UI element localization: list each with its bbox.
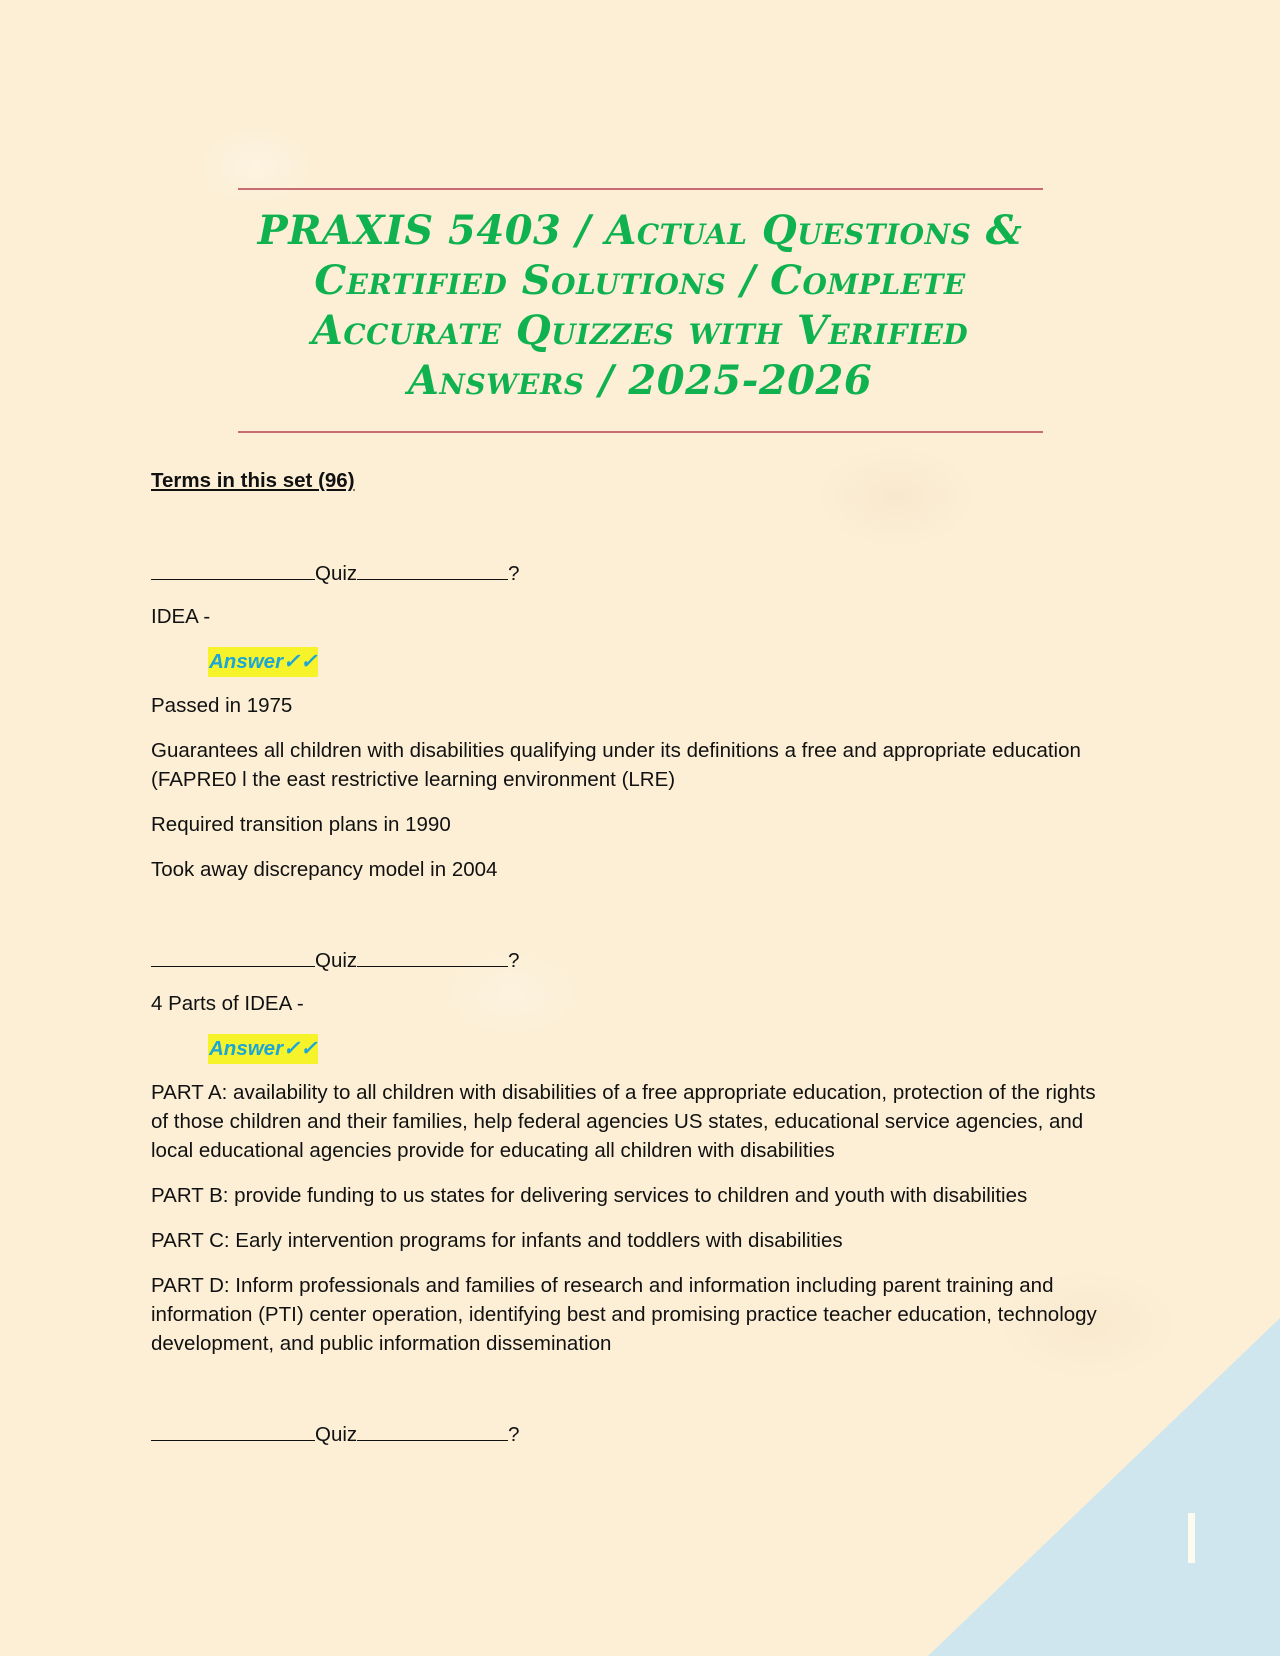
card-spacer [151,900,1111,944]
answer-label: Answer✓✓ [208,647,318,677]
answer-line: Took away discrepancy model in 2004 [151,858,498,881]
quiz-prompt-line [151,557,1111,588]
document-content [151,466,1111,1463]
answer-line: Passed in 1975 [151,694,293,717]
question-text: 4 Parts of IDEA - [151,992,304,1015]
answer-label: Answer✓✓ [208,1034,318,1064]
quiz-card [151,557,1111,884]
quiz-blank-left [151,1418,315,1441]
quiz-card [151,944,1111,1358]
answer-line: PART B: provide funding to us states for delivering services to children and youth with disabilities [151,1184,1028,1207]
answer-line: PART D: Inform professionals and families of research and information including parent training and information (PTI) center operation, identifying best and promising practice teacher education, technology development, and public information dissemination [151,1274,1097,1355]
answer-line: Guarantees all children with disabilities qualifying under its definitions a free and appropriate education (FAPRE0 l the east restrictive learning environment (LRE) [151,739,1081,791]
answer-label-row [208,647,1111,677]
quiz-label: Quiz [315,949,358,972]
quiz-suffix: ? [508,1423,520,1446]
quiz-prompt-line [151,944,1111,975]
quiz-suffix: ? [508,949,520,972]
answer-line: Required transition plans in 1990 [151,813,451,836]
document-title: PRAXIS 5403 / Actual Questions & Certified Solutions / Complete Accurate Quizzes with Verified Answers / 2025-2026 [257,207,1023,404]
title-top-rule [238,188,1043,190]
title-bottom-rule [238,431,1043,433]
decorative-corner-triangle [928,1318,1280,1656]
quiz-blank-right [357,944,508,967]
quiz-label: Quiz [315,562,358,585]
quiz-blank-left [151,557,315,580]
quiz-blank-right [357,557,508,580]
quiz-label: Quiz [315,1423,358,1446]
terms-heading: Terms in this set (96) [151,469,355,492]
question-text: IDEA - [151,605,211,628]
corner-page-mark [1188,1513,1195,1563]
answer-label-row [208,1034,1111,1064]
answer-line: PART C: Early intervention programs for infants and toddlers with disabilities [151,1229,843,1252]
quiz-blank-left [151,944,315,967]
quiz-blank-right [357,1418,508,1441]
quiz-suffix: ? [508,562,520,585]
answer-line: PART A: availability to all children with disabilities of a free appropriate education, protection of the rights of those children and their families, help federal agencies US states, educational service agencies, and local educational agencies provide for educating all children with disabilities [151,1081,1096,1162]
